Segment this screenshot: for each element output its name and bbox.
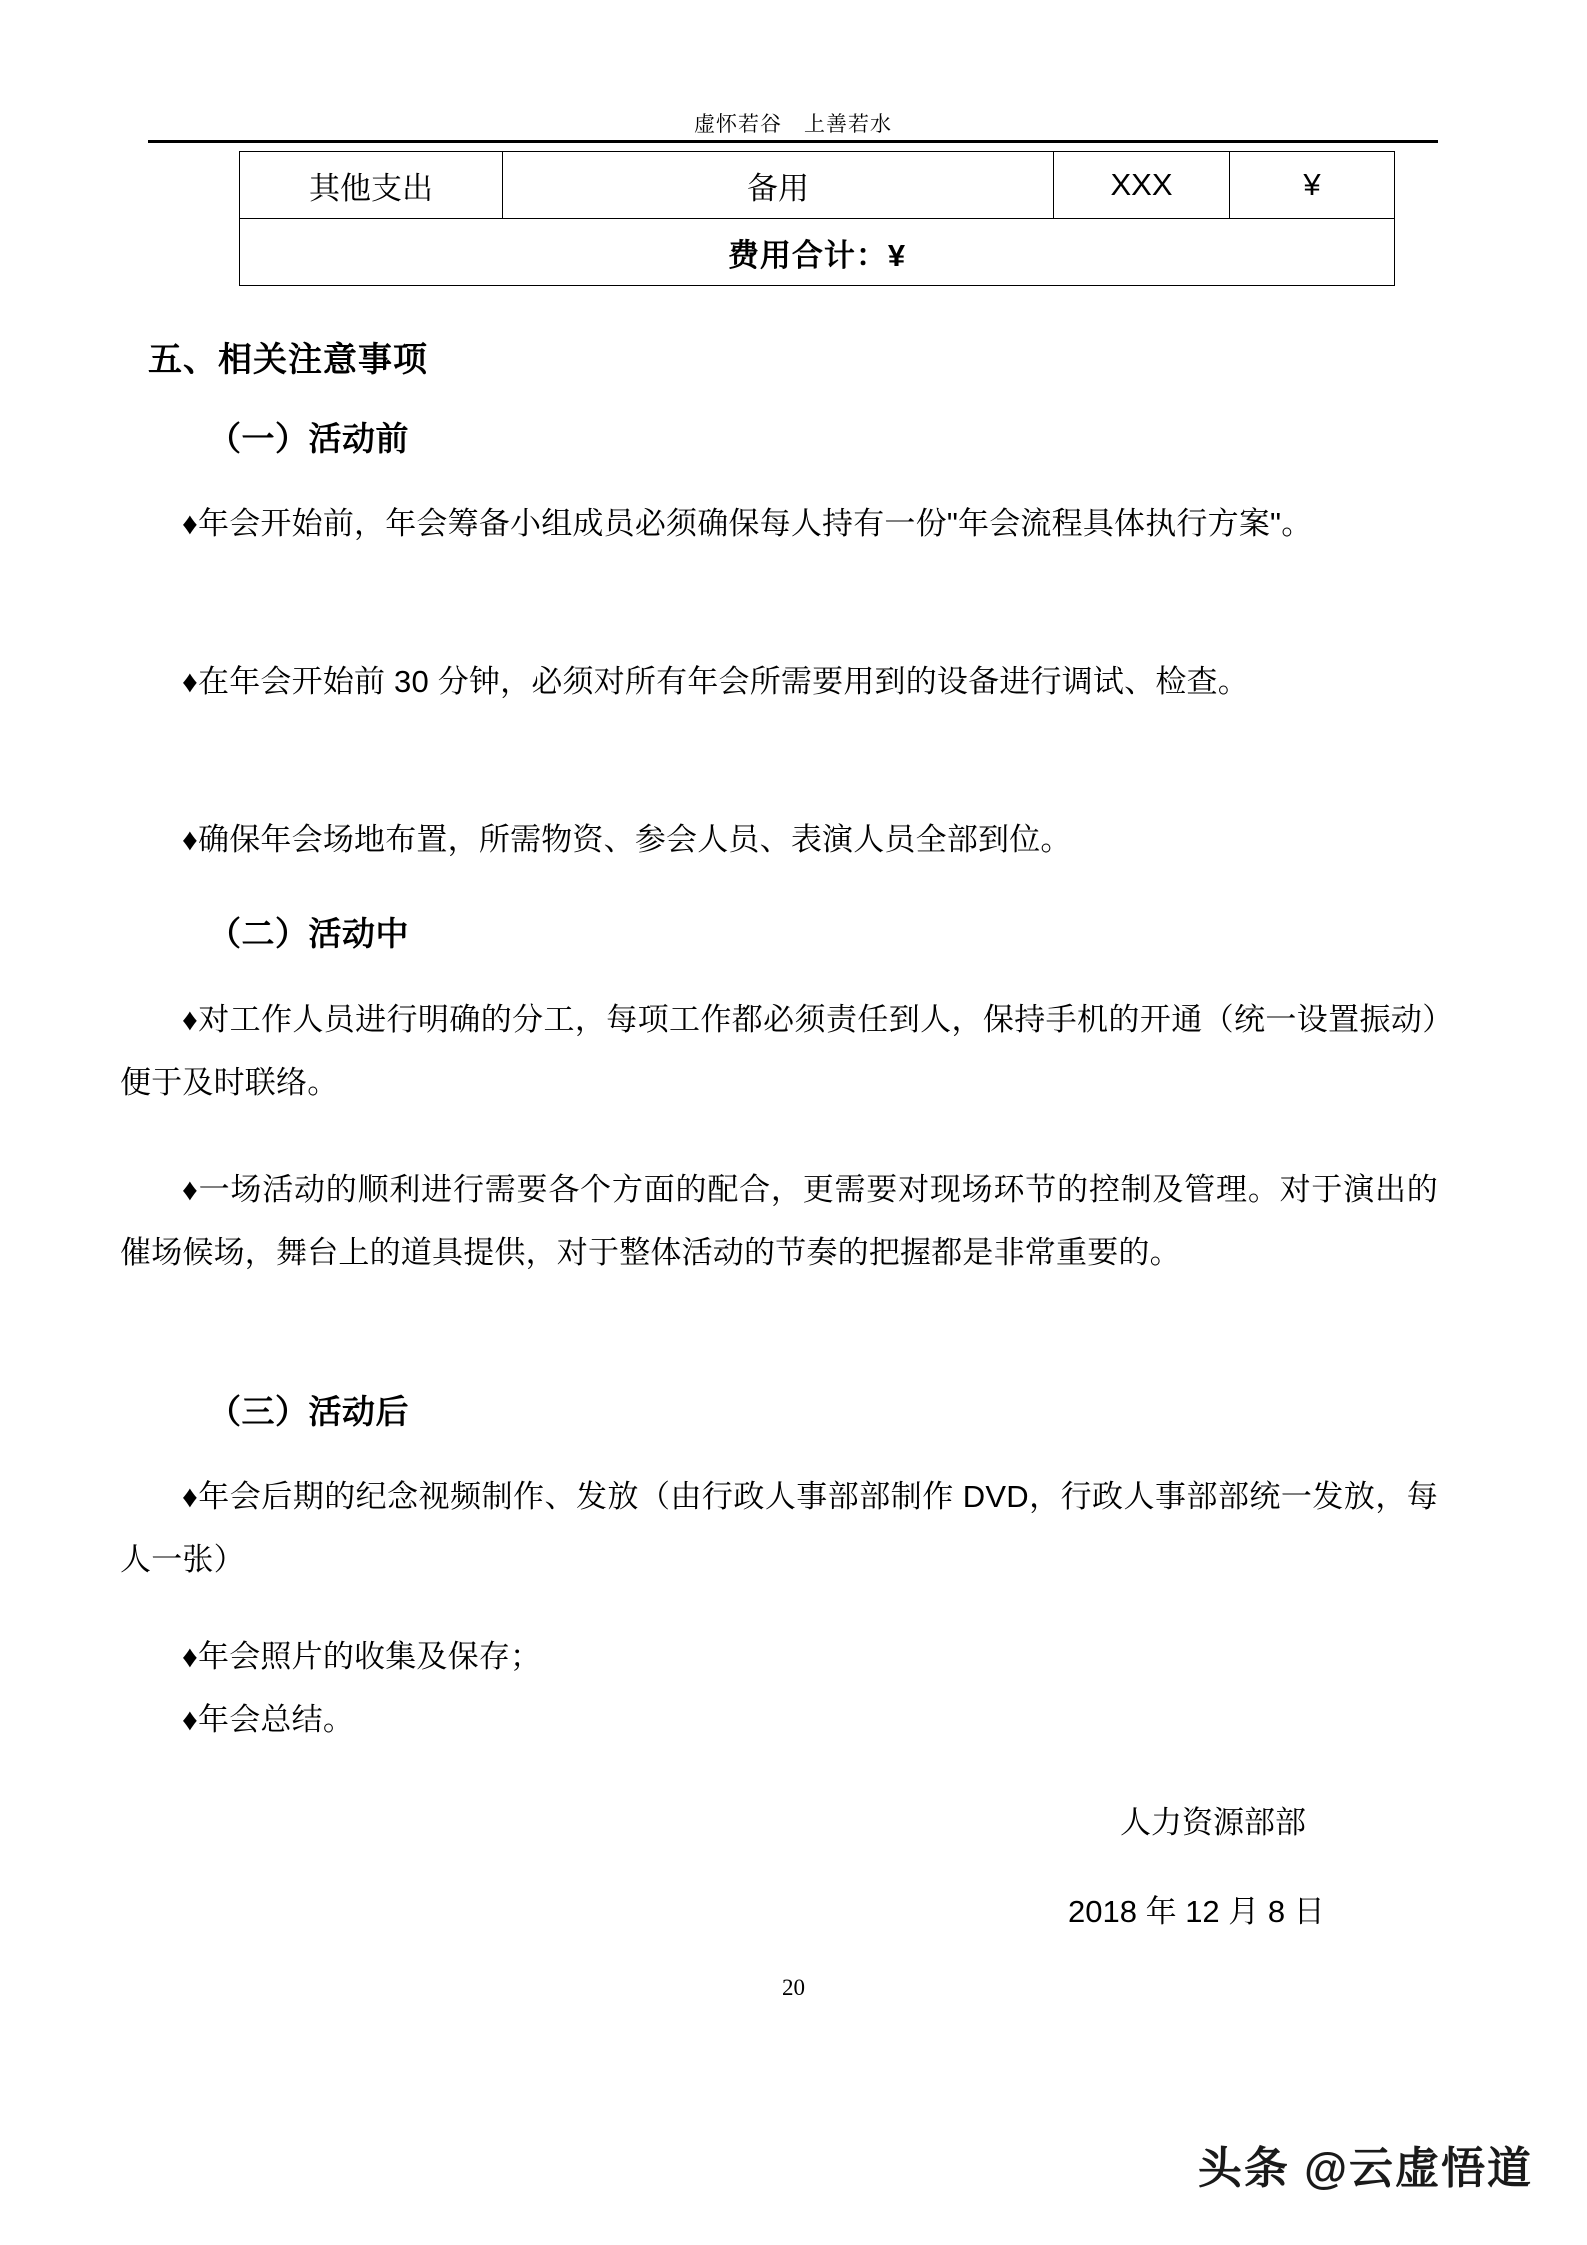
running-header: 虚怀若谷 上善若水 (694, 113, 892, 136)
cell-amount: XXX (1054, 152, 1230, 219)
cell-category: 其他支出 (240, 152, 503, 219)
bullet-item-3-2: ♦年会照片的收集及保存； (182, 1639, 542, 1674)
table-row (240, 152, 1395, 219)
header-divider-rule (148, 140, 1438, 143)
cost-summary-table (239, 151, 1395, 286)
bullet-item-2-2: ♦一场活动的顺利进行需要各个方面的配合，更需要对现场环节的控制及管理。对于演出的催场候场，舞台上的道具提供，对于整体活动的节奏的把握都是非常重要的。 (120, 1172, 1438, 1270)
bullet-item-3-3: ♦年会总结。 (182, 1702, 355, 1737)
bullet-item-2-1: ♦对工作人员进行明确的分工，每项工作都必须责任到人，保持手机的开通（统一设置振动）便于及时联络。 (120, 1002, 1438, 1100)
bullet-item-3-1: ♦年会后期的纪念视频制作、发放（由行政人事部部制作 DVD，行政人事部部统一发放，每人一张） (120, 1479, 1438, 1577)
bullet-item-1-1: ♦年会开始前，年会筹备小组成员必须确保每人持有一份"年会流程具体执行方案"。 (182, 506, 1313, 541)
subsection-title-2: （二）活动中 (208, 915, 409, 952)
bullet-item-1-3: ♦确保年会场地布置，所需物资、参会人员、表演人员全部到位。 (182, 822, 1072, 857)
cell-currency: ¥ (1230, 152, 1395, 219)
section-heading: 五、相关注意事项 (148, 341, 428, 379)
bullet-item-1-2: ♦在年会开始前 30 分钟，必须对所有年会所需要用到的设备进行调试、检查。 (182, 664, 1249, 699)
signoff-date: 2018 年 12 月 8 日 (1068, 1894, 1325, 1929)
cell-total-label: 费用合计：¥ (240, 219, 1395, 286)
signoff-department: 人力资源部部 (1120, 1805, 1306, 1840)
page-number: 20 (782, 1975, 805, 2000)
table-total-row (240, 219, 1395, 286)
watermark-label: 头条 @云虚悟道 (1197, 2144, 1533, 2193)
subsection-title-1: （一）活动前 (208, 420, 409, 457)
subsection-title-3: （三）活动后 (208, 1393, 409, 1430)
cell-item: 备用 (503, 152, 1054, 219)
